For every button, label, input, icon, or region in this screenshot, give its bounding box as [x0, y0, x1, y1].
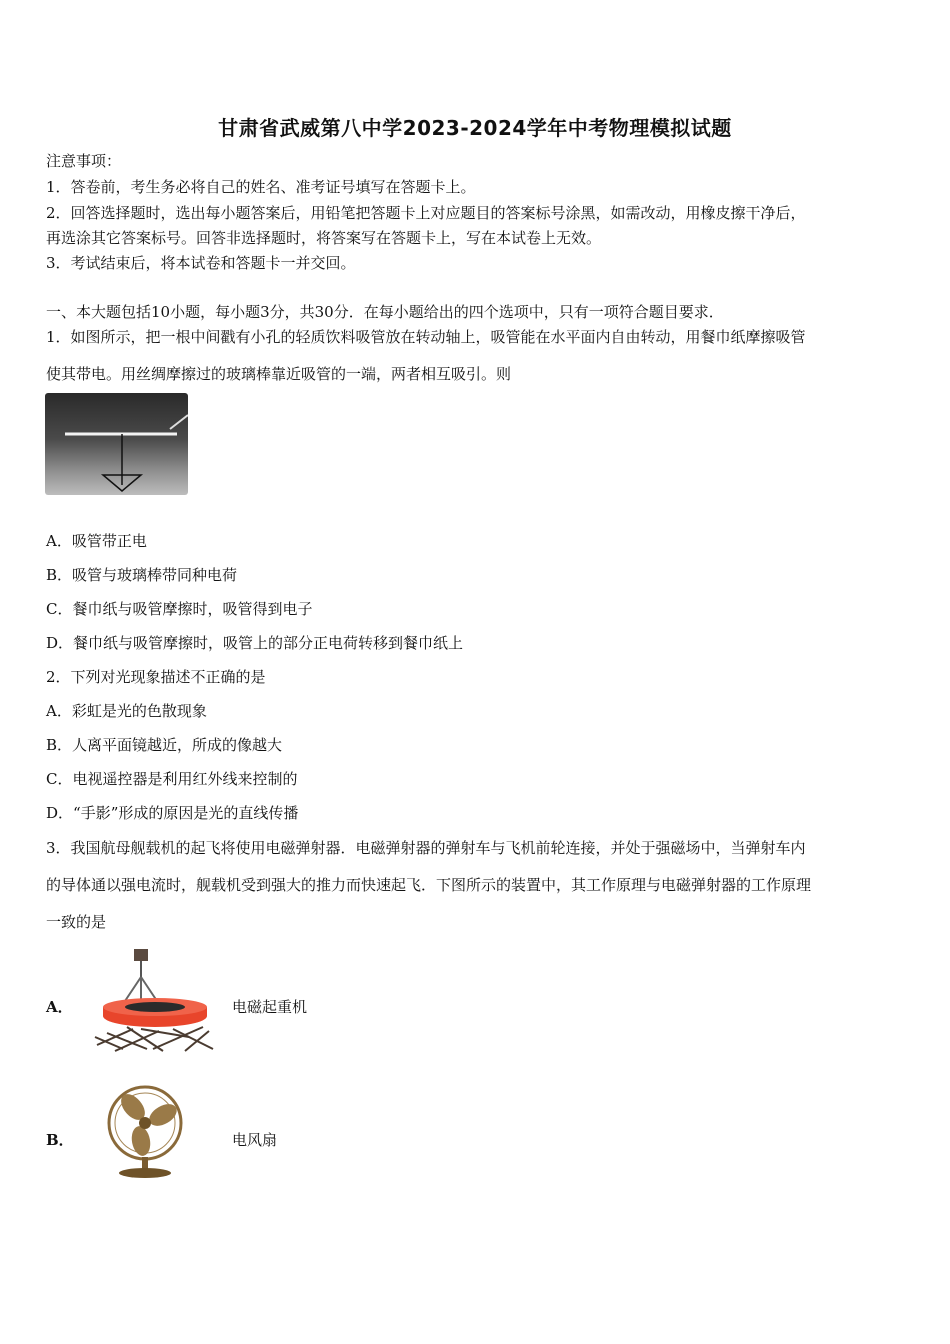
- q2-stem: 2．下列对光现象描述不正确的是: [46, 668, 266, 686]
- q3-option-b-label: B．: [46, 1131, 74, 1149]
- q2-option-d: D．“手影”形成的原因是光的直线传播: [46, 804, 299, 822]
- notice-item-2: 2．回答选择题时，选出每小题答案后，用铅笔把答题卡上对应题目的答案标号涂黑，如需改动，用橡皮擦干净后，: [46, 204, 806, 222]
- notice-heading: 注意事项：: [46, 152, 122, 170]
- q2-option-c: C．电视遥控器是利用红外线来控制的: [46, 770, 298, 788]
- q2-option-b: B．人离平面镜越近，所成的像越大: [46, 736, 283, 754]
- page-title: 甘肃省武威第八中学2023-2024学年中考物理模拟试题: [218, 116, 732, 140]
- section-heading: 一、本大题包括10小题，每小题3分，共30分．在每小题给出的四个选项中，只有一项符合题目要求．: [46, 303, 724, 321]
- q1-option-c: C．餐巾纸与吸管摩擦时，吸管得到电子: [46, 600, 313, 618]
- notice-item-2-cont: 再选涂其它答案标号。回答非选择题时，将答案写在答题卡上，写在本试卷上无效。: [46, 229, 602, 247]
- electromagnetic-crane-figure: [93, 945, 215, 1057]
- q3-stem-line3: 一致的是: [46, 913, 107, 931]
- q1-stem-line2: 使其带电。用丝绸摩擦过的玻璃棒靠近吸管的一端，两者相互吸引。则: [46, 365, 512, 383]
- electric-fan-figure: [99, 1085, 191, 1179]
- q2-option-a: A．彩虹是光的色散现象: [46, 702, 207, 720]
- q3-option-b-text: 电风扇: [232, 1131, 278, 1149]
- q1-option-d: D．餐巾纸与吸管摩擦时，吸管上的部分正电荷转移到餐巾纸上: [46, 634, 464, 652]
- notice-item-3: 3．考试结束后，将本试卷和答题卡一并交回。: [46, 254, 356, 272]
- q1-option-b: B．吸管与玻璃棒带同种电荷: [46, 566, 238, 584]
- q3-option-a-text: 电磁起重机: [232, 998, 308, 1016]
- q3-stem-line2: 的导体通以强电流时，舰载机受到强大的推力而快速起飞．下图所示的装置中，其工作原理与电磁弹射器的工作原理: [46, 876, 812, 894]
- q1-option-a: A．吸管带正电: [46, 532, 147, 550]
- straw-on-pivot-figure: [45, 393, 188, 495]
- q3-stem-line1: 3．我国航母舰载机的起飞将使用电磁弹射器．电磁弹射器的弹射车与飞机前轮连接，并处于强磁场中，当弹射车内: [46, 839, 806, 857]
- q1-stem-line1: 1．如图所示，把一根中间戳有小孔的轻质饮料吸管放在转动轴上，吸管能在水平面内自由转动，用餐巾纸摩擦吸管: [46, 328, 806, 346]
- q3-option-a-label: A．: [46, 998, 73, 1016]
- notice-item-1: 1．答卷前，考生务必将自己的姓名、准考证号填写在答题卡上。: [46, 178, 476, 196]
